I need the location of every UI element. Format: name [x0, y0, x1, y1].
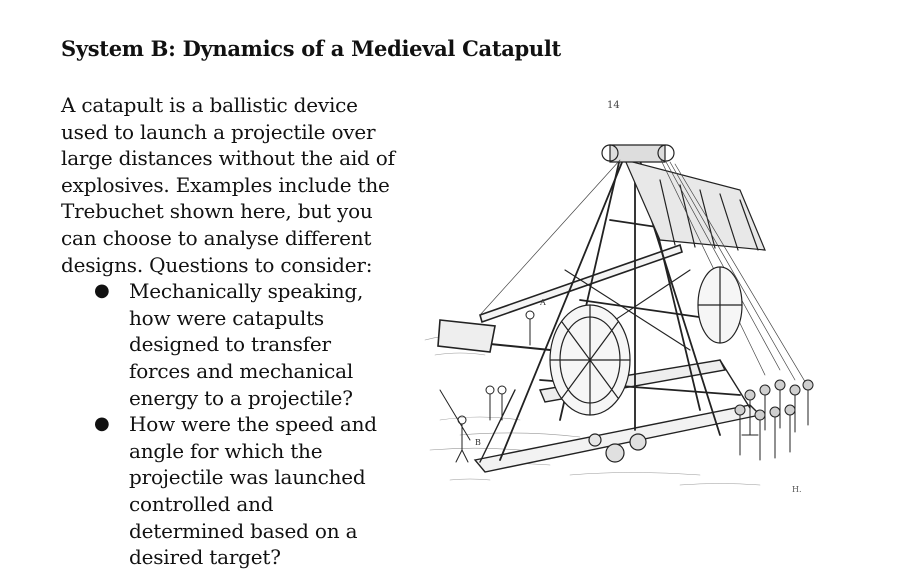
- list-item: [61, 411, 394, 571]
- question-text: How were the speed and angle for which the projectile was launched controlled and determined based on a desired target?: [129, 412, 377, 570]
- artist-signature: H.: [792, 485, 802, 494]
- list-item: [61, 278, 394, 411]
- bullet-icon: ●: [94, 280, 110, 302]
- questions-list: [61, 278, 401, 571]
- page-number: 14: [607, 100, 620, 111]
- trebuchet-illustration: [420, 90, 820, 505]
- soldiers-group: [735, 380, 813, 460]
- label-a: A: [540, 298, 546, 307]
- label-b: B: [475, 438, 481, 447]
- body-text: [61, 92, 401, 571]
- document-title: System B: Dynamics of a Medieval Catapult: [61, 36, 561, 61]
- intro-paragraph: A catapult is a ballistic device used to launch a projectile over large distances without the aid of explosives. Examples include the Trebuchet shown here, but you can choose to analyse different designs. Questions to consider:: [61, 93, 395, 277]
- counterweight-box: [602, 145, 765, 250]
- bullet-icon: ●: [94, 413, 110, 435]
- question-text: Mechanically speaking, how were catapults designed to transfer forces and mechanical energy to a projectile?: [129, 279, 364, 410]
